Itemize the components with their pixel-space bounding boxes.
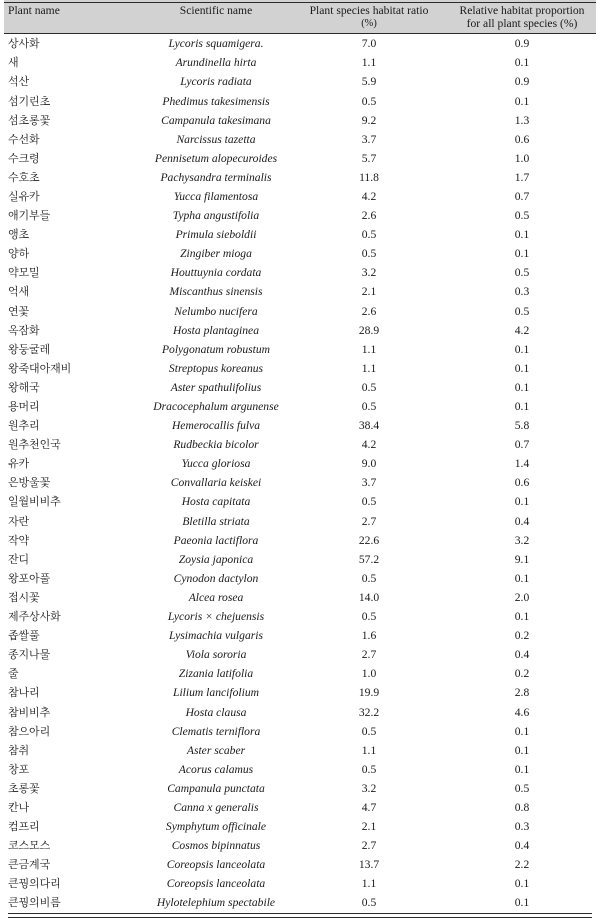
table-row	[4, 225, 596, 244]
cell-scientific-name: Viola sororia	[185, 648, 247, 662]
column-header-relative-habitat-label: Relative habitat proportion	[459, 4, 585, 17]
cell-relative-habitat: 0.5	[514, 209, 530, 223]
cell-relative-habitat: 9.1	[514, 552, 530, 566]
cell-habitat-ratio: 32.2	[358, 705, 380, 719]
cell-habitat-ratio: 1.1	[361, 56, 377, 70]
cell-scientific-name: Coreopsis lanceolata	[166, 877, 266, 891]
cell-plant-name: 참취	[8, 743, 30, 757]
cell-habitat-ratio: 0.5	[361, 400, 377, 414]
cell-plant-name: 실유카	[8, 189, 40, 203]
table-row	[4, 91, 596, 110]
cell-habitat-ratio: 2.7	[361, 514, 377, 528]
cell-relative-habitat: 0.3	[514, 285, 530, 299]
cell-habitat-ratio: 0.5	[361, 724, 377, 738]
table-row	[4, 664, 596, 683]
table-row	[4, 760, 596, 779]
cell-relative-habitat: 2.2	[514, 858, 530, 872]
cell-scientific-name: Hosta capitata	[181, 495, 251, 509]
cell-plant-name: 용머리	[8, 400, 40, 414]
table-row	[4, 702, 596, 721]
cell-relative-habitat: 0.6	[514, 132, 530, 146]
cell-plant-name: 새	[8, 56, 19, 70]
cell-relative-habitat: 1.0	[514, 151, 530, 165]
table-row	[4, 111, 596, 130]
table-row	[4, 397, 596, 416]
table-row	[4, 874, 596, 893]
table-row	[4, 53, 596, 72]
cell-relative-habitat: 0.4	[514, 648, 530, 662]
column-header-habitat-ratio	[290, 1, 448, 34]
cell-scientific-name: Rudbeckia bicolor	[173, 438, 259, 452]
table-row	[4, 722, 596, 741]
column-header-habitat-ratio-label: Plant species habitat ratio	[309, 4, 429, 17]
cell-scientific-name: Bletilla striata	[182, 514, 250, 528]
cell-relative-habitat: 0.4	[514, 514, 530, 528]
table-row	[4, 282, 596, 301]
cell-plant-name: 큰꿩의비름	[8, 896, 61, 910]
table-row	[4, 512, 596, 531]
column-header-plant-name	[4, 1, 142, 34]
cell-habitat-ratio: 1.0	[361, 667, 377, 681]
cell-plant-name: 코스모스	[8, 839, 51, 853]
cell-plant-name: 억새	[8, 285, 30, 299]
cell-plant-name: 초롱꽃	[8, 781, 40, 795]
cell-scientific-name: Canna x generalis	[173, 800, 259, 814]
cell-habitat-ratio: 4.2	[361, 189, 377, 203]
cell-scientific-name: Campanula punctata	[167, 781, 265, 795]
cell-relative-habitat: 0.1	[514, 724, 530, 738]
cell-scientific-name: Alcea rosea	[188, 590, 244, 604]
cell-habitat-ratio: 1.1	[361, 342, 377, 356]
table-row	[4, 550, 596, 569]
cell-relative-habitat: 5.8	[514, 419, 530, 433]
cell-plant-name: 수선화	[8, 132, 40, 146]
cell-habitat-ratio: 57.2	[358, 552, 380, 566]
table-row	[4, 626, 596, 645]
cell-relative-habitat: 0.1	[514, 94, 530, 108]
cell-plant-name: 좁쌀풀	[8, 629, 40, 643]
cell-relative-habitat: 1.7	[514, 170, 530, 184]
table-row	[4, 359, 596, 378]
cell-relative-habitat: 0.2	[514, 667, 530, 681]
cell-habitat-ratio: 0.5	[361, 380, 377, 394]
cell-relative-habitat: 0.7	[514, 438, 530, 452]
cell-habitat-ratio: 7.0	[361, 37, 377, 51]
cell-scientific-name: Lycoris radiata	[180, 75, 252, 89]
table-row	[4, 817, 596, 836]
cell-plant-name: 왕죽대아재비	[8, 361, 72, 375]
column-header-habitat-ratio-unit: (%)	[361, 17, 377, 29]
cell-habitat-ratio: 0.5	[361, 228, 377, 242]
cell-relative-habitat: 0.5	[514, 781, 530, 795]
cell-relative-habitat: 0.5	[514, 304, 530, 318]
cell-habitat-ratio: 2.7	[361, 839, 377, 853]
cell-scientific-name: Cosmos bipinnatus	[171, 839, 261, 853]
cell-habitat-ratio: 1.1	[361, 877, 377, 891]
cell-relative-habitat: 0.3	[514, 820, 530, 834]
column-header-scientific-name	[142, 1, 290, 34]
table-row	[4, 798, 596, 817]
cell-relative-habitat: 0.1	[514, 380, 530, 394]
cell-plant-name: 큰금계국	[8, 858, 51, 872]
cell-plant-name: 수호초	[8, 170, 40, 184]
cell-relative-habitat: 0.1	[514, 400, 530, 414]
cell-habitat-ratio: 0.5	[361, 610, 377, 624]
cell-habitat-ratio: 38.4	[358, 419, 380, 433]
cell-relative-habitat: 0.1	[514, 361, 530, 375]
cell-plant-name: 양하	[8, 247, 30, 261]
cell-scientific-name: Clematis terniflora	[171, 724, 261, 738]
cell-relative-habitat: 0.1	[514, 896, 530, 910]
table-row	[4, 416, 596, 435]
table-row	[4, 378, 596, 397]
cell-relative-habitat: 0.1	[514, 495, 530, 509]
cell-habitat-ratio: 4.7	[361, 800, 377, 814]
cell-habitat-ratio: 19.9	[358, 686, 380, 700]
table-row	[4, 435, 596, 454]
cell-plant-name: 제주상사화	[8, 610, 61, 624]
cell-scientific-name: Convallaria keiskei	[170, 476, 262, 490]
cell-habitat-ratio: 9.2	[361, 113, 377, 127]
table-body	[4, 34, 596, 913]
cell-relative-habitat: 0.4	[514, 839, 530, 853]
cell-relative-habitat: 1.3	[514, 113, 530, 127]
table-row	[4, 779, 596, 798]
cell-scientific-name: Coreopsis lanceolata	[166, 858, 266, 872]
cell-plant-name: 원추리	[8, 419, 40, 433]
cell-plant-name: 참비비추	[8, 705, 51, 719]
cell-scientific-name: Cynodon dactylon	[173, 571, 259, 585]
cell-habitat-ratio: 1.6	[361, 629, 377, 643]
cell-plant-name: 앵초	[8, 228, 30, 242]
cell-plant-name: 왕해국	[8, 380, 40, 394]
cell-plant-name: 수크령	[8, 151, 40, 165]
cell-habitat-ratio: 3.7	[361, 476, 377, 490]
cell-scientific-name: Lycoris × chejuensis	[167, 610, 265, 624]
table-row	[4, 206, 596, 225]
cell-relative-habitat: 2.0	[514, 590, 530, 604]
table-row	[4, 893, 596, 912]
cell-habitat-ratio: 14.0	[358, 590, 380, 604]
cell-relative-habitat: 0.1	[514, 877, 530, 891]
table-row	[4, 321, 596, 340]
cell-habitat-ratio: 0.5	[361, 896, 377, 910]
cell-plant-name: 줄	[8, 667, 19, 681]
cell-habitat-ratio: 1.1	[361, 743, 377, 757]
cell-scientific-name: Primula sieboldii	[175, 228, 257, 242]
cell-relative-habitat: 0.9	[514, 37, 530, 51]
cell-scientific-name: Hylotelephium spectabile	[156, 896, 276, 910]
cell-relative-habitat: 1.4	[514, 457, 530, 471]
cell-habitat-ratio: 2.6	[361, 209, 377, 223]
cell-habitat-ratio: 22.6	[358, 533, 380, 547]
cell-habitat-ratio: 13.7	[358, 858, 380, 872]
cell-habitat-ratio: 2.7	[361, 648, 377, 662]
cell-habitat-ratio: 0.5	[361, 571, 377, 585]
cell-scientific-name: Dracocephalum argunense	[153, 400, 279, 414]
table-row	[4, 741, 596, 760]
cell-scientific-name: Symphytum officinale	[165, 820, 267, 834]
cell-relative-habitat: 0.1	[514, 247, 530, 261]
cell-habitat-ratio: 2.1	[361, 285, 377, 299]
cell-scientific-name: Hosta plantaginea	[173, 323, 259, 337]
cell-habitat-ratio: 0.5	[361, 495, 377, 509]
cell-plant-name: 왕포아풀	[8, 571, 51, 585]
cell-scientific-name: Houttuynia cordata	[170, 266, 262, 280]
table-row	[4, 72, 596, 91]
cell-scientific-name: Miscanthus sinensis	[169, 285, 263, 299]
table-top-rule	[4, 2, 596, 3]
cell-relative-habitat: 3.2	[514, 533, 530, 547]
cell-scientific-name: Narcissus tazetta	[176, 132, 256, 146]
table-row	[4, 569, 596, 588]
cell-scientific-name: Pachysandra terminalis	[160, 170, 272, 184]
cell-relative-habitat: 0.7	[514, 189, 530, 203]
cell-relative-habitat: 0.1	[514, 743, 530, 757]
cell-scientific-name: Arundinella hirta	[175, 56, 257, 70]
cell-relative-habitat: 4.2	[514, 323, 530, 337]
cell-plant-name: 칸나	[8, 800, 30, 814]
cell-scientific-name: Acorus calamus	[178, 762, 254, 776]
species-table	[4, 0, 596, 913]
cell-relative-habitat: 4.6	[514, 705, 530, 719]
column-header-relative-habitat-label2: for all plant species (%)	[466, 16, 578, 30]
cell-scientific-name: Paeonia lactiflora	[173, 533, 259, 547]
cell-habitat-ratio: 3.2	[361, 266, 377, 280]
cell-plant-name: 접시꽃	[8, 590, 40, 604]
cell-habitat-ratio: 0.5	[361, 247, 377, 261]
cell-scientific-name: Typha angustifolia	[172, 209, 260, 223]
table-row	[4, 607, 596, 626]
cell-plant-name: 섬초롱꽃	[8, 113, 51, 127]
cell-relative-habitat: 0.1	[514, 571, 530, 585]
cell-relative-habitat: 0.1	[514, 610, 530, 624]
cell-plant-name: 유카	[8, 457, 30, 471]
cell-relative-habitat: 2.8	[514, 686, 530, 700]
table-row	[4, 473, 596, 492]
cell-relative-habitat: 0.9	[514, 75, 530, 89]
cell-plant-name: 애기부들	[8, 209, 51, 223]
cell-habitat-ratio: 11.8	[359, 170, 379, 184]
cell-scientific-name: Campanula takesimana	[161, 113, 271, 127]
cell-plant-name: 은방울꽃	[8, 476, 51, 490]
table-row	[4, 588, 596, 607]
table-row	[4, 244, 596, 263]
cell-habitat-ratio: 3.7	[361, 132, 377, 146]
table-row	[4, 263, 596, 282]
cell-scientific-name: Lycoris squamigera.	[168, 37, 264, 51]
cell-plant-name: 참으아리	[8, 724, 51, 738]
cell-scientific-name: Nelumbo nucifera	[174, 304, 258, 318]
cell-habitat-ratio: 1.1	[361, 361, 377, 375]
cell-scientific-name: Aster scaber	[186, 743, 246, 757]
table-row	[4, 531, 596, 550]
cell-habitat-ratio: 5.9	[361, 75, 377, 89]
cell-plant-name: 컴프리	[8, 820, 40, 834]
cell-plant-name: 잔디	[8, 552, 30, 566]
column-header-scientific-name-label: Scientific name	[179, 4, 253, 17]
column-header-plant-name-label: Plant name	[8, 4, 60, 17]
table-row	[4, 340, 596, 359]
cell-plant-name: 섬기린초	[8, 94, 51, 108]
cell-plant-name: 창포	[8, 762, 30, 776]
cell-scientific-name: Pennisetum alopecuroides	[154, 151, 278, 165]
table-row	[4, 683, 596, 702]
cell-relative-habitat: 0.5	[514, 266, 530, 280]
cell-scientific-name: Streptopus koreanus	[168, 361, 264, 375]
cell-scientific-name: Yucca filamentosa	[173, 189, 259, 203]
table-row	[4, 855, 596, 874]
cell-scientific-name: Aster spathulifolius	[170, 380, 262, 394]
cell-habitat-ratio: 28.9	[358, 323, 380, 337]
cell-habitat-ratio: 2.1	[361, 820, 377, 834]
cell-scientific-name: Zizania latifolia	[178, 667, 254, 681]
cell-plant-name: 상사화	[8, 37, 40, 51]
cell-habitat-ratio: 2.6	[361, 304, 377, 318]
cell-relative-habitat: 0.2	[514, 629, 530, 643]
cell-habitat-ratio: 0.5	[361, 94, 377, 108]
column-header-relative-habitat	[448, 1, 596, 34]
cell-plant-name: 일월비비추	[8, 495, 61, 509]
cell-plant-name: 자란	[8, 514, 30, 528]
table-row	[4, 34, 596, 54]
cell-plant-name: 옥잠화	[8, 323, 40, 337]
cell-scientific-name: Lysimachia vulgaris	[168, 629, 263, 643]
cell-relative-habitat: 0.8	[514, 800, 530, 814]
table-bottom-rule-secondary	[8, 917, 592, 918]
table-header	[4, 1, 596, 34]
cell-plant-name: 왕둥굴레	[8, 342, 51, 356]
cell-plant-name: 연꽃	[8, 304, 30, 318]
cell-scientific-name: Zingiber mioga	[180, 247, 252, 261]
cell-habitat-ratio: 0.5	[361, 762, 377, 776]
cell-relative-habitat: 0.1	[514, 228, 530, 242]
cell-relative-habitat: 0.1	[514, 342, 530, 356]
cell-relative-habitat: 0.1	[514, 56, 530, 70]
cell-plant-name: 원추천인국	[8, 438, 61, 452]
table-row	[4, 130, 596, 149]
cell-plant-name: 큰꿩의다리	[8, 877, 61, 891]
table-row	[4, 836, 596, 855]
table-header-row	[4, 1, 596, 34]
table-row	[4, 645, 596, 664]
cell-habitat-ratio: 4.2	[361, 438, 377, 452]
cell-plant-name: 석산	[8, 75, 30, 89]
table-row	[4, 187, 596, 206]
cell-plant-name: 약모밀	[8, 266, 40, 280]
cell-habitat-ratio: 5.7	[361, 151, 377, 165]
table-row	[4, 149, 596, 168]
table-row	[4, 168, 596, 187]
cell-scientific-name: Polygonatum robustum	[161, 342, 271, 356]
cell-plant-name: 참나리	[8, 686, 40, 700]
cell-scientific-name: Yucca gloriosa	[181, 457, 251, 471]
cell-scientific-name: Phedimus takesimensis	[162, 94, 270, 108]
cell-habitat-ratio: 3.2	[361, 781, 377, 795]
cell-habitat-ratio: 9.0	[361, 457, 377, 471]
cell-scientific-name: Hosta clausa	[185, 705, 247, 719]
cell-scientific-name: Lilium lancifolium	[173, 686, 259, 700]
cell-plant-name: 작약	[8, 533, 30, 547]
cell-scientific-name: Hemerocallis fulva	[171, 419, 261, 433]
cell-plant-name: 종지나물	[8, 648, 51, 662]
cell-scientific-name: Zoysia japonica	[178, 552, 254, 566]
table-row	[4, 302, 596, 321]
cell-relative-habitat: 0.6	[514, 476, 530, 490]
table-row	[4, 492, 596, 511]
table-row	[4, 454, 596, 473]
cell-relative-habitat: 0.1	[514, 762, 530, 776]
